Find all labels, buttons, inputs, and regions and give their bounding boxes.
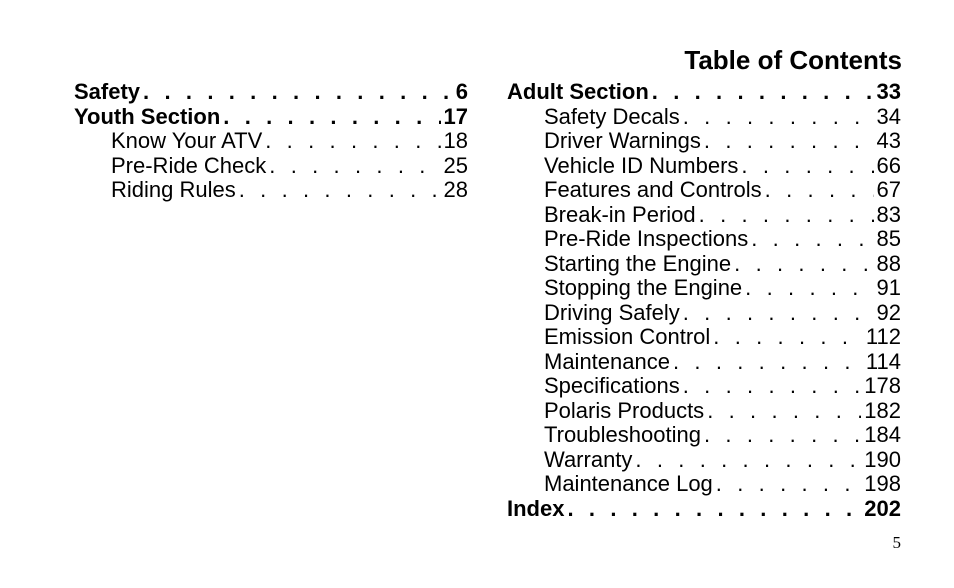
- dot-leader: [765, 178, 874, 203]
- toc-entry-page: 33: [876, 80, 901, 104]
- dot-leader: [683, 301, 874, 326]
- toc-entry[interactable]: [507, 448, 901, 473]
- dot-leader: [269, 154, 440, 179]
- dot-leader: [707, 399, 861, 424]
- toc-entry-label: Maintenance Log: [544, 472, 713, 496]
- toc-entry[interactable]: [507, 301, 901, 326]
- toc-entry[interactable]: [507, 350, 901, 375]
- dot-leader: [143, 80, 453, 105]
- dot-leader: [699, 203, 874, 228]
- toc-entry-page: 190: [864, 447, 901, 472]
- dot-leader: [652, 80, 874, 105]
- dot-leader: [713, 325, 863, 350]
- toc-entry[interactable]: [74, 129, 468, 154]
- dot-leader: [567, 497, 861, 522]
- dot-leader: [741, 154, 873, 179]
- toc-entry-label: Stopping the Engine: [544, 276, 743, 300]
- toc-entry-page: 85: [876, 227, 901, 251]
- toc-entry-page: 28: [443, 178, 468, 202]
- toc-entry-page: 6: [455, 80, 468, 104]
- toc-entry-label: Features and Controls: [544, 178, 762, 202]
- toc-entry[interactable]: [507, 497, 901, 522]
- toc-entry-label: Safety Decals: [544, 104, 680, 129]
- toc-entry-label: Driving Safely: [544, 300, 680, 325]
- toc-entry[interactable]: [507, 129, 901, 154]
- dot-leader: [635, 448, 861, 473]
- toc-entry-page: 202: [864, 496, 901, 521]
- toc-entry-page: 34: [876, 104, 901, 129]
- toc-entry-label: Index: [507, 496, 565, 521]
- dot-leader: [265, 129, 440, 154]
- dot-leader: [683, 374, 862, 399]
- toc-entry-label: Pre-Ride Inspections: [544, 227, 749, 251]
- toc-entry-label: Adult Section: [507, 80, 649, 104]
- dot-leader: [734, 252, 873, 277]
- toc-entry[interactable]: [507, 227, 901, 252]
- toc-entry[interactable]: [74, 80, 468, 105]
- toc-entry[interactable]: [507, 399, 901, 424]
- toc-entry-page: 83: [876, 202, 901, 227]
- toc-entry[interactable]: [507, 154, 901, 179]
- toc-entry-label: Know Your ATV: [111, 129, 263, 153]
- toc-entry[interactable]: [507, 178, 901, 203]
- toc-entry[interactable]: [507, 80, 901, 105]
- toc-entry-page: 66: [876, 153, 901, 178]
- toc-entry-label: Specifications: [544, 374, 680, 398]
- dot-leader: [683, 105, 874, 130]
- toc-entry-page: 184: [864, 423, 901, 447]
- dot-leader: [704, 423, 861, 448]
- toc-entry-page: 182: [864, 398, 901, 423]
- toc-entry-page: 114: [865, 349, 901, 374]
- toc-entry-page: 112: [865, 325, 901, 349]
- toc-entry-label: Maintenance: [544, 349, 670, 374]
- toc-entry-label: Polaris Products: [544, 398, 705, 423]
- toc-entry[interactable]: [507, 423, 901, 448]
- toc-entry-label: Youth Section: [74, 104, 221, 129]
- dot-leader: [745, 276, 873, 301]
- toc-entry-page: 43: [876, 129, 901, 153]
- dot-leader: [673, 350, 863, 375]
- toc-entry-label: Warranty: [544, 447, 633, 472]
- toc-left-column: [74, 80, 468, 203]
- dot-leader: [716, 472, 861, 497]
- toc-entry[interactable]: [507, 105, 901, 130]
- toc-entry-page: 198: [864, 472, 901, 496]
- toc-entry-label: Vehicle ID Numbers: [544, 153, 739, 178]
- toc-entry-page: 92: [876, 300, 901, 325]
- dot-leader: [223, 105, 440, 130]
- toc-entry[interactable]: [507, 203, 901, 228]
- toc-entry[interactable]: [74, 105, 468, 130]
- toc-entry-page: 88: [876, 251, 901, 276]
- toc-entry-page: 18: [443, 129, 468, 153]
- toc-entry-label: Driver Warnings: [544, 129, 701, 153]
- toc-entry-label: Pre-Ride Check: [111, 153, 267, 178]
- toc-entry[interactable]: [507, 472, 901, 497]
- toc-right-column: [507, 80, 901, 521]
- toc-entry-page: 91: [876, 276, 901, 300]
- toc-entry-label: Safety: [74, 80, 141, 104]
- toc-entry-label: Break-in Period: [544, 202, 696, 227]
- page-title: Table of Contents: [684, 45, 902, 75]
- toc-entry-page: 67: [876, 178, 901, 202]
- dot-leader: [704, 129, 874, 154]
- toc-entry-label: Troubleshooting: [544, 423, 701, 447]
- page-number: 5: [892, 533, 901, 552]
- toc-entry[interactable]: [74, 154, 468, 179]
- toc-entry[interactable]: [507, 276, 901, 301]
- dot-leader: [751, 227, 873, 252]
- toc-entry-label: Emission Control: [544, 325, 711, 349]
- toc-entry[interactable]: [507, 252, 901, 277]
- toc-entry-page: 17: [443, 104, 468, 129]
- toc-entry[interactable]: [74, 178, 468, 203]
- toc-entry-page: 178: [864, 374, 901, 398]
- toc-entry-label: Riding Rules: [111, 178, 236, 202]
- dot-leader: [239, 178, 441, 203]
- toc-entry[interactable]: [507, 325, 901, 350]
- toc-entry-page: 25: [443, 153, 468, 178]
- toc-entry-label: Starting the Engine: [544, 251, 732, 276]
- toc-entry[interactable]: [507, 374, 901, 399]
